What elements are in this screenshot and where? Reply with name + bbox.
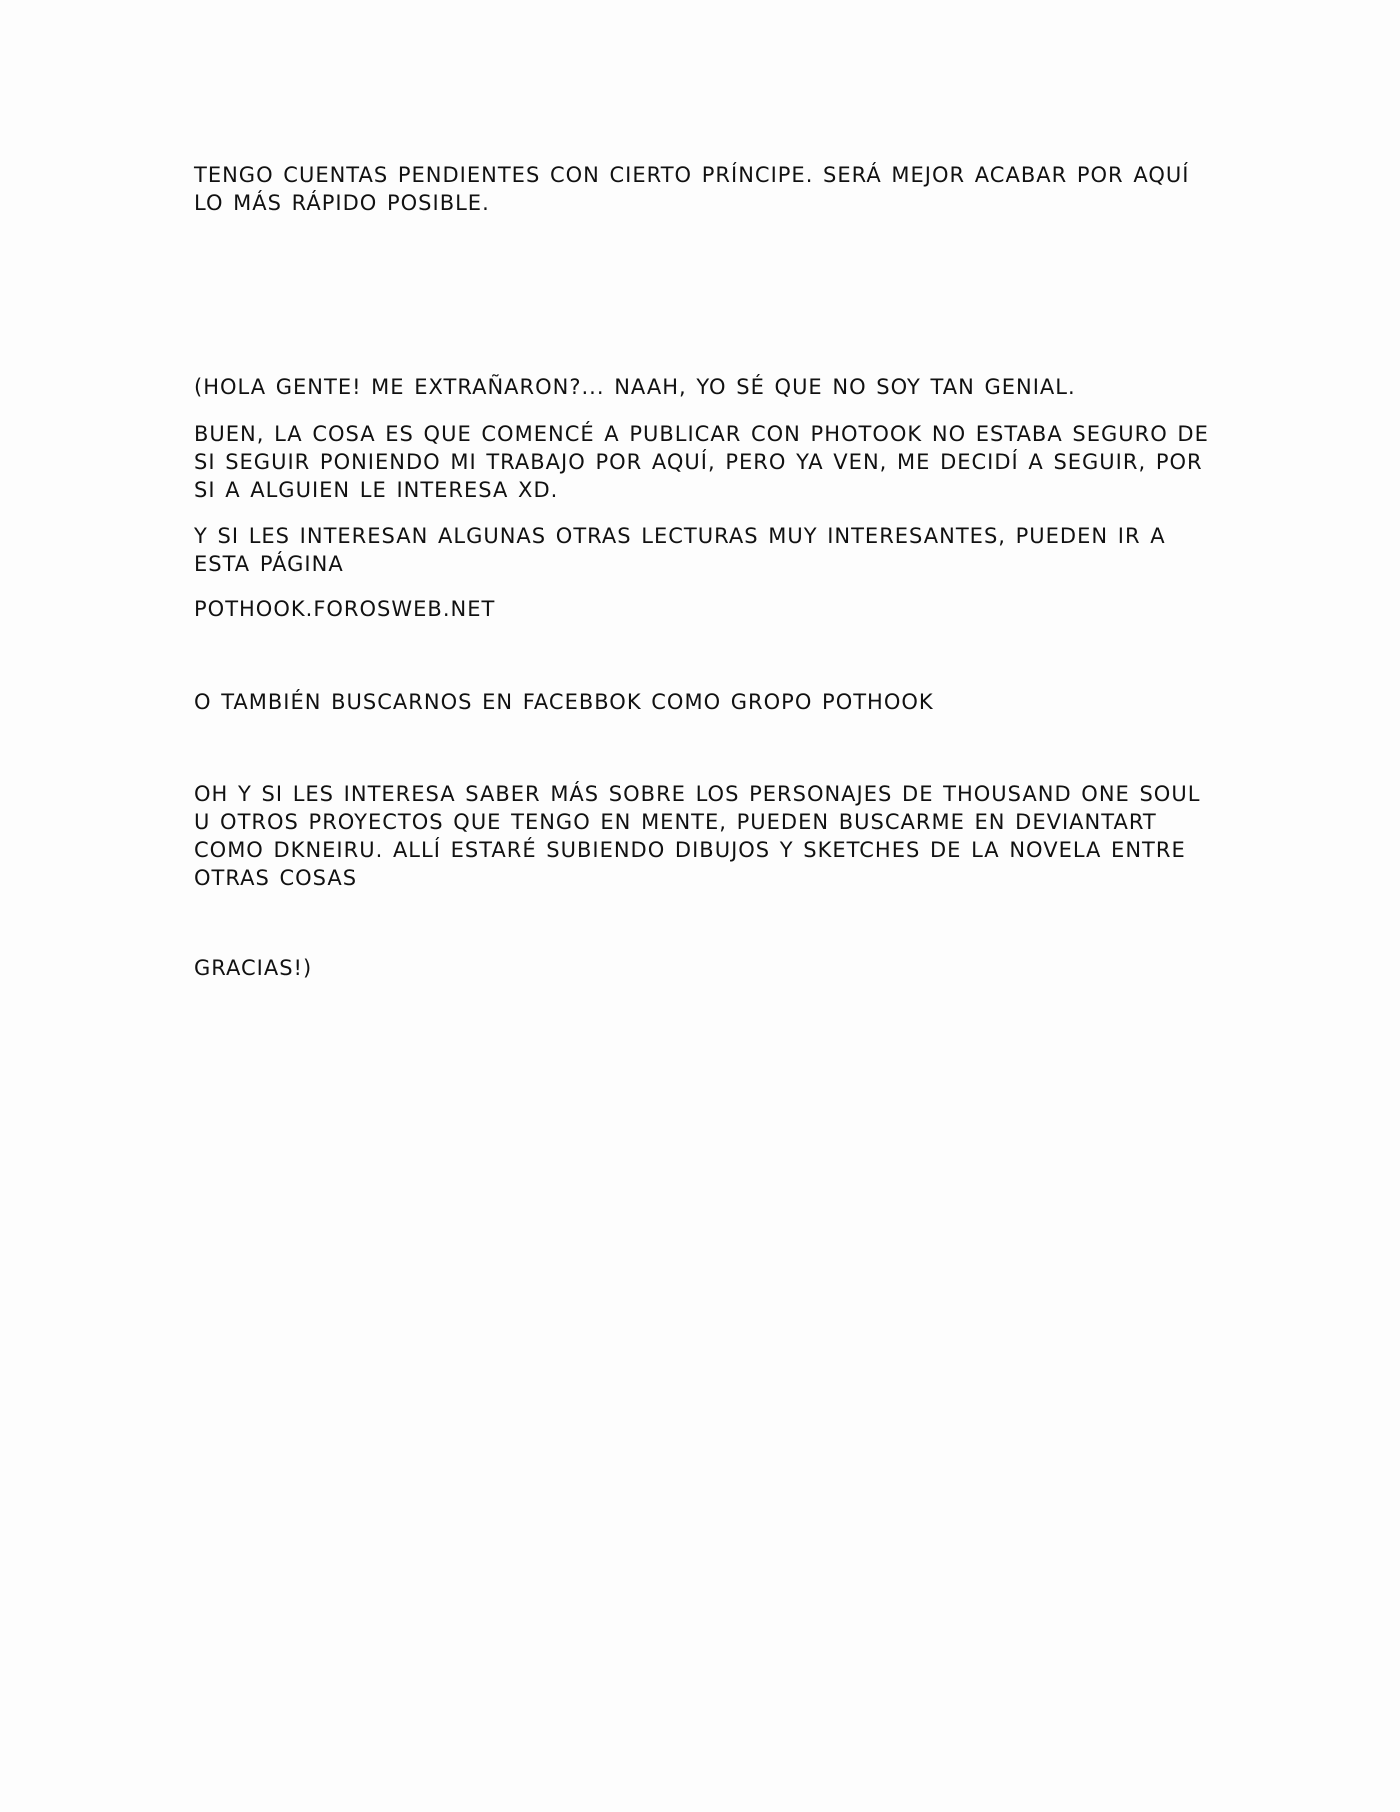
paragraph-deviantart: OH Y SI LES INTERESA SABER MÁS SOBRE LOS PERSONAJES DE THOUSAND ONE SOUL U OTROS PROYECTOS QUE TENGO EN MENTE, PUEDEN BUSCARME EN DEVIANTART COMO DKNEIRU. ALLÍ ESTARÉ SUBIENDO DIBUJOS Y SKETCHES DE LA NOVELA ENTRE OTRAS COSAS (194, 782, 1201, 890)
paragraph-publishing: BUEN, LA COSA ES QUE COMENCÉ A PUBLICAR CON PHOTOOK NO ESTABA SEGURO DE SI SEGUIR PONIENDO MI TRABAJO POR AQUÍ, PERO YA VEN, ME DECIDÍ A SEGUIR, POR SI A ALGUIEN LE INTERESA XD. (194, 422, 1209, 502)
paragraph-greeting: (HOLA GENTE! ME EXTRAÑARON?... NAAH, YO SÉ QUE NO SOY TAN GENIAL. (194, 375, 1076, 399)
paragraph-facebook: O TAMBIÉN BUSCARNOS EN FACEBBOK COMO GROPO POTHOOK (194, 690, 934, 714)
paragraph-readings: Y SI LES INTERESAN ALGUNAS OTRAS LECTURAS MUY INTERESANTES, PUEDEN IR A ESTA PÁGINA (194, 524, 1166, 576)
forum-url: POTHOOK.FOROSWEB.NET (194, 597, 496, 621)
paragraph-thanks: GRACIAS!) (194, 956, 313, 980)
paragraph-principe: TENGO CUENTAS PENDIENTES CON CIERTO PRÍNCIPE. SERÁ MEJOR ACABAR POR AQUÍ LO MÁS RÁPIDO POSIBLE. (194, 163, 1190, 215)
